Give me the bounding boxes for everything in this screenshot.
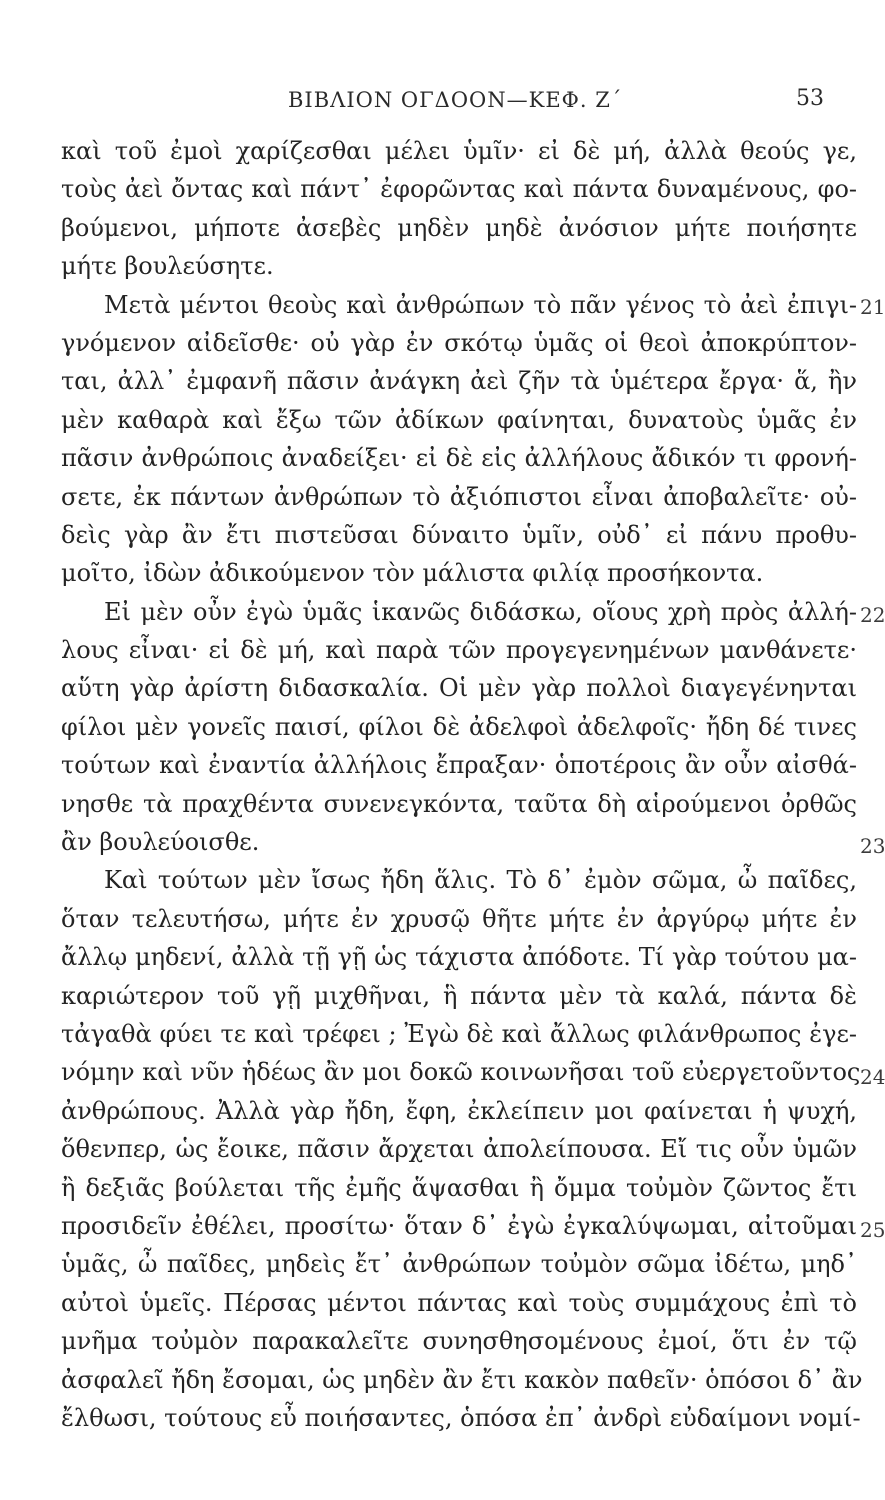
section-number: 24	[860, 1065, 885, 1089]
text-line: Εἰ μὲν οὖν ἐγὼ ὑμᾶς ἱκανῶς διδάσκω, οἵους χρὴ πρὸς ἀλλή-	[104, 597, 857, 626]
text-line: δεὶς γὰρ ἂν ἔτι πιστεῦσαι δύναιτο ὑμῖν, οὐδ᾽ εἰ πάνυ προθυ-	[61, 520, 857, 549]
text-line: τἀγαθὰ φύει τε καὶ τρέφει ; Ἐγὼ δὲ καὶ ἄλλως φιλάνθρωπος ἐγε-	[61, 1019, 857, 1048]
text-line: μὲν καθαρὰ καὶ ἔξω τῶν ἀδίκων φαίνηται, δυνατοὺς ὑμᾶς ἐν	[61, 405, 857, 434]
text-line: μνῆμα τοὐμὸν παρακαλεῖτε συνησθησομένους ἐμοί, ὅτι ἐν τῷ	[61, 1327, 857, 1356]
text-line: προσιδεῖν ἐθέλει, προσίτω· ὅταν δ᾽ ἐγὼ ἐγκαλύψωμαι, αἰτοῦμαι	[61, 1211, 857, 1240]
text-line: ἔλθωσι, τούτους εὖ ποιήσαντες, ὁπόσα ἐπ᾽ ἀνδρὶ εὐδαίμονι νομί-	[61, 1403, 861, 1432]
text-line: Μετὰ μέντοι θεοὺς καὶ ἀνθρώπων τὸ πᾶν γένος τὸ ἀεὶ ἐπιγι-	[104, 290, 857, 319]
text-line: πᾶσιν ἀνθρώποις ἀναδείξει· εἰ δὲ εἰς ἀλλήλους ἄδικόν τι φρονή-	[61, 444, 857, 473]
text-line: ἢ δεξιᾶς βούλεται τῆς ἐμῆς ἅψασθαι ἢ ὄμμα τοὐμὸν ζῶντος ἔτι	[61, 1173, 857, 1202]
text-line: ἀνθρώπους. Ἀλλὰ γὰρ ἤδη, ἔφη, ἐκλείπειν μοι φαίνεται ἡ ψυχή,	[61, 1096, 857, 1125]
text-line: ὅταν τελευτήσω, μήτε ἐν χρυσῷ θῆτε μήτε ἐν ἀργύρῳ μήτε ἐν	[61, 904, 857, 933]
text-line: τούτων καὶ ἐναντία ἀλλήλοις ἔπραξαν· ὁποτέροις ἂν οὖν αἰσθά-	[61, 751, 857, 780]
body-text	[61, 132, 863, 1437]
running-head: ΒΙΒΛΙΟΝ ΟΓΔΟΟΝ—ΚΕΦ. Ζ΄	[288, 88, 623, 112]
text-line: λους εἶναι· εἰ δὲ μή, καὶ παρὰ τῶν προγεγενημένων μανθάνετε·	[61, 636, 857, 665]
section-number: 22	[860, 603, 885, 627]
text-line: ται, ἀλλ᾽ ἐμφανῆ πᾶσιν ἀνάγκη ἀεὶ ζῆν τὰ ὑμέτερα ἔργα· ἅ, ἢν	[61, 367, 857, 396]
text-line: νησθε τὰ πραχθέντα συνενεγκόντα, ταῦτα δὴ αἱρούμενοι ὀρθῶς	[61, 789, 857, 818]
text-line: ἀσφαλεῖ ἤδη ἔσομαι, ὡς μηδὲν ἂν ἔτι κακὸν παθεῖν· ὁπόσοι δ᾽ ἂν	[61, 1365, 863, 1394]
page-number: 53	[796, 86, 824, 111]
text-line: αὐτοὶ ὑμεῖς. Πέρσας μέντοι πάντας καὶ τοὺς συμμάχους ἐπὶ τὸ	[61, 1288, 857, 1317]
text-line: γνόμενον αἰδεῖσθε· οὐ γὰρ ἐν σκότῳ ὑμᾶς οἱ θεοὶ ἀποκρύπτον-	[61, 328, 857, 357]
text-line: τοὺς ἀεὶ ὄντας καὶ πάντ᾽ ἐφορῶντας καὶ πάντα δυναμένους, φο-	[61, 175, 857, 204]
section-number: 23	[860, 834, 885, 858]
section-number: 25	[860, 1218, 885, 1242]
text-line: καριώτερον τοῦ γῇ μιχθῆναι, ἣ πάντα μὲν τὰ καλά, πάντα δὲ	[61, 981, 857, 1010]
section-number: 21	[860, 295, 885, 319]
text-line: μοῖτο, ἰδὼν ἀδικούμενον τὸν μάλιστα φιλίᾳ προσήκοντα.	[61, 559, 764, 588]
text-line: ἄλλῳ μηδενί, ἀλλὰ τῇ γῇ ὡς τάχιστα ἀπόδοτε. Τί γὰρ τούτου μα-	[61, 943, 857, 972]
text-line: βούμενοι, μήποτε ἀσεβὲς μηδὲν μηδὲ ἀνόσιον μήτε ποιήσητε	[61, 213, 857, 242]
text-line: ὑμᾶς, ὦ παῖδες, μηδεὶς ἔτ᾽ ἀνθρώπων τοὐμὸν σῶμα ἰδέτω, μηδ᾽	[61, 1250, 857, 1279]
text-line: νόμην καὶ νῦν ἡδέως ἂν μοι δοκῶ κοινωνῆσαι τοῦ εὐεργετοῦντος	[61, 1058, 861, 1087]
text-line: φίλοι μὲν γονεῖς παισί, φίλοι δὲ ἀδελφοὶ ἀδελφοῖς· ἤδη δέ τινες	[61, 712, 857, 741]
text-line: ἂν βουλεύοισθε.	[61, 828, 260, 857]
text-line: μήτε βουλεύσητε.	[61, 252, 274, 281]
text-line: Καὶ τούτων μὲν ἴσως ἤδη ἅλις. Τὸ δ᾽ ἐμὸν σῶμα, ὦ παῖδες,	[104, 866, 857, 895]
text-line: καὶ τοῦ ἐμοὶ χαρίζεσθαι μέλει ὑμῖν· εἰ δὲ μή, ἀλλὰ θεούς γε,	[61, 137, 857, 165]
text-line: αὕτη γὰρ ἀρίστη διδασκαλία. Οἱ μὲν γὰρ πολλοὶ διαγεγένηνται	[61, 674, 857, 703]
text-line: σετε, ἐκ πάντων ἀνθρώπων τὸ ἀξιόπιστοι εἶναι ἀποβαλεῖτε· οὐ-	[61, 482, 857, 511]
text-line: ὅθενπερ, ὡς ἔοικε, πᾶσιν ἄρχεται ἀπολείπουσα. Εἴ τις οὖν ὑμῶν	[61, 1135, 857, 1164]
